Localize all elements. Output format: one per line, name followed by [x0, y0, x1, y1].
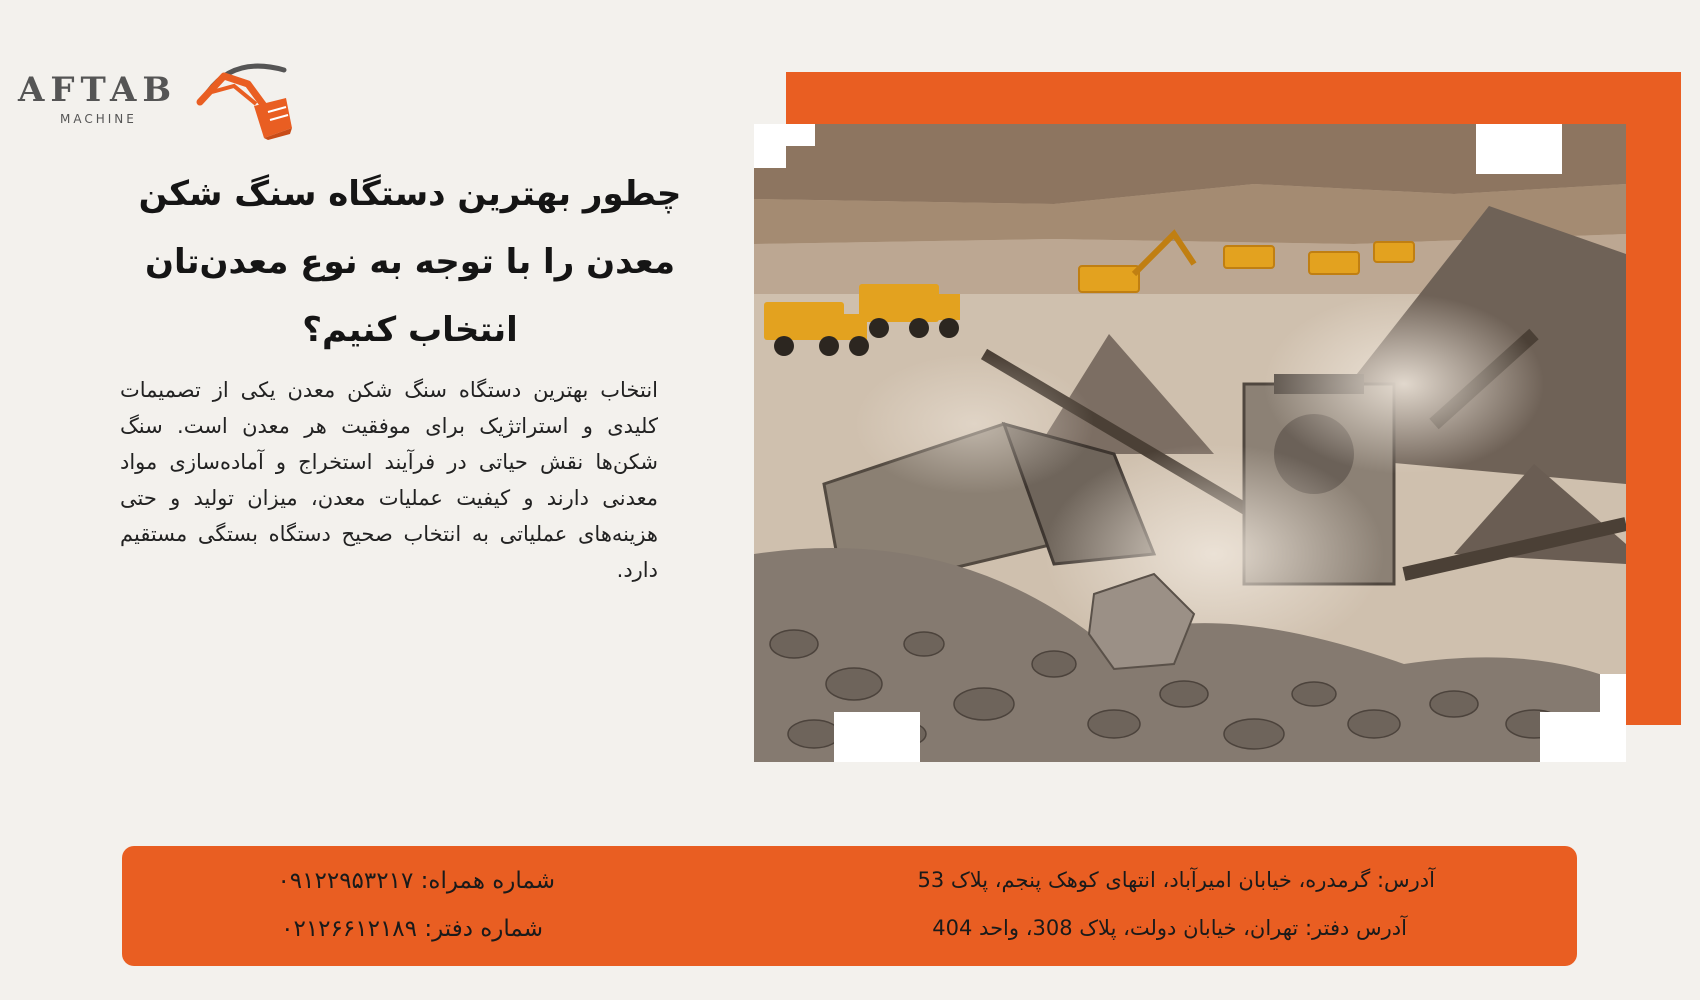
- contact-footer: [122, 846, 1577, 966]
- intro-paragraph: انتخاب بهترین دستگاه سنگ شکن معدن یکی از تصمیمات کلیدی و استراتژیک برای موفقیت هر معدن است. سنگ شکن‌ها نقش حیاتی در فرآیند استخراج و آماده‌سازی مواد معدنی دارند و کیفیت عملیات معدن، میزان تولید و حتی هزینه‌های عملیاتی به انتخاب صحیح دستگاه بستگی مستقیم دارد.: [120, 378, 658, 582]
- mobile-line: [277, 868, 555, 894]
- office-address-label: آدرس دفتر:: [1304, 916, 1407, 940]
- address-value: گرمدره، خیابان امیرآباد، انتهای کوهک پنجم، پلاک 53: [917, 868, 1371, 892]
- logo-wordmark: AFTAB: [18, 70, 178, 110]
- quarry-crusher-photo: [754, 124, 1626, 762]
- office-phone-line: [281, 916, 543, 942]
- address-line: [918, 868, 1435, 892]
- frame-corner-top-left-2: [754, 124, 786, 168]
- logo-subtitle: MACHINE: [60, 112, 137, 126]
- frame-corner-bottom-left: [834, 712, 920, 762]
- excavator-logo-icon: [194, 62, 304, 140]
- brand-logo: [18, 62, 298, 142]
- office-phone-label: شماره دفتر:: [424, 916, 543, 942]
- office-address-value: تهران، خیابان دولت، پلاک 308، واحد 404: [932, 916, 1299, 940]
- title-line-1: چطور بهترین دستگاه سنگ شکن: [138, 174, 682, 214]
- title-line-3: انتخاب کنیم؟: [302, 310, 518, 350]
- frame-corner-top-right: [1476, 124, 1562, 174]
- title-line-2: معدن را با توجه به نوع معدن‌تان: [144, 242, 676, 282]
- mobile-number[interactable]: ۰۹۱۲۲۹۵۳۲۱۷: [277, 868, 414, 894]
- office-phone-number[interactable]: ۰۲۱۲۶۶۱۲۱۸۹: [281, 916, 418, 942]
- frame-corner-bottom-right-2: [1600, 674, 1626, 762]
- mobile-label: شماره همراه:: [420, 868, 555, 894]
- page-title: [130, 160, 690, 364]
- address-label: آدرس:: [1376, 868, 1435, 892]
- office-address-line: [932, 916, 1407, 940]
